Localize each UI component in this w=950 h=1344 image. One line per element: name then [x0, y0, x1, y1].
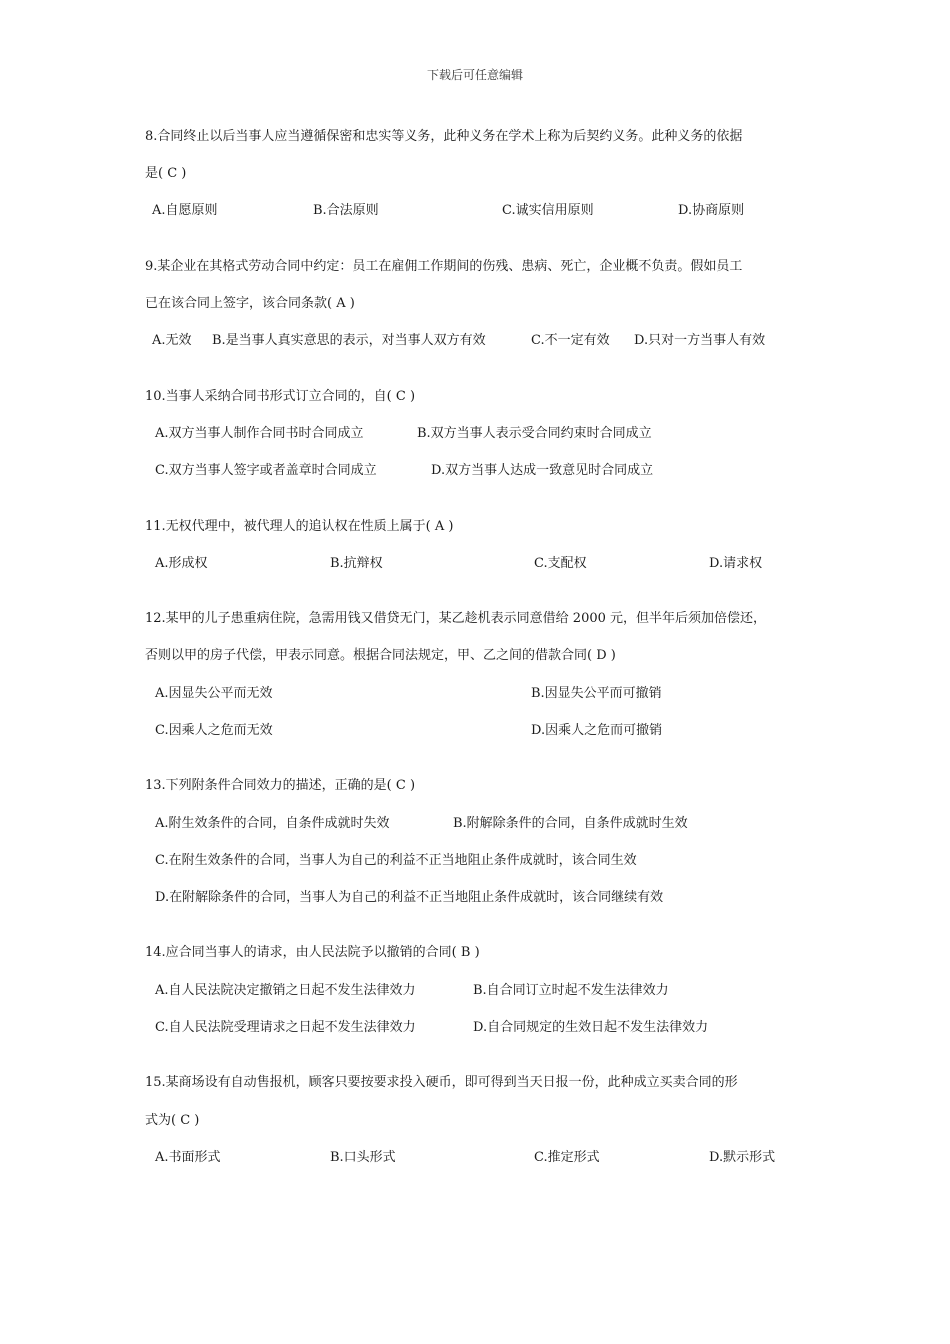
question-8-option-b: B.合法原则	[313, 203, 379, 218]
question-15-stem-line-2: 式为( C )	[145, 1113, 200, 1128]
question-14-option-c: C.自人民法院受理请求之日起不发生法律效力	[155, 1020, 416, 1035]
question-14-option-b: B.自合同订立时起不发生法律效力	[473, 983, 669, 998]
question-10-option-a: A.双方当事人制作合同书时合同成立	[155, 426, 364, 441]
question-15-option-c: C.推定形式	[534, 1150, 600, 1165]
question-11-option-b: B.抗辩权	[330, 556, 383, 571]
question-8-option-c: C.诚实信用原则	[502, 203, 594, 218]
question-8-stem-line-1: 8.合同终止以后当事人应当遵循保密和忠实等义务，此种义务在学术上称为后契约义务。此种义务的依据	[145, 129, 743, 144]
question-9-stem-line-2: 已在该合同上签字，该合同条款( A )	[145, 296, 355, 311]
question-15-option-a: A.书面形式	[155, 1150, 221, 1165]
question-11-option-d: D.请求权	[709, 556, 763, 571]
question-11-option-a: A.形成权	[155, 556, 208, 571]
question-13-option-d: D.在附解除条件的合同，当事人为自己的利益不正当地阻止条件成就时，该合同继续有效	[155, 890, 664, 905]
question-10-option-d: D.双方当事人达成一致意见时合同成立	[431, 463, 654, 478]
question-11-option-c: C.支配权	[534, 556, 587, 571]
question-15-option-b: B.口头形式	[330, 1150, 396, 1165]
question-9-option-b: B.是当事人真实意思的表示，对当事人双方有效	[212, 333, 486, 348]
question-9-option-a: A.无效	[152, 333, 192, 348]
question-12-option-a: A.因显失公平而无效	[155, 686, 273, 701]
question-12-option-b: B.因显失公平而可撤销	[531, 686, 662, 701]
question-12-stem-line-2: 否则以甲的房子代偿，甲表示同意。根据合同法规定，甲、乙之间的借款合同( D )	[145, 648, 616, 663]
question-10-stem: 10.当事人采纳合同书形式订立合同的，自( C )	[145, 389, 416, 404]
question-10-option-b: B.双方当事人表示受合同约束时合同成立	[417, 426, 652, 441]
question-14-option-a: A.自人民法院决定撤销之日起不发生法律效力	[155, 983, 416, 998]
question-12-option-d: D.因乘人之危而可撤销	[531, 723, 663, 738]
question-15-option-d: D.默示形式	[709, 1150, 776, 1165]
question-9-option-c: C.不一定有效	[531, 333, 610, 348]
page-header: 下载后可任意编辑	[426, 68, 523, 82]
question-8-stem-line-2: 是( C )	[145, 166, 187, 181]
question-13-stem: 13.下列附条件合同效力的描述，正确的是( C )	[145, 778, 416, 793]
question-8-option-a: A.自愿原则	[152, 203, 218, 218]
question-9-stem-line-1: 9.某企业在其格式劳动合同中约定：员工在雇佣工作期间的伤残、患病、死亡，企业概不负责。假如员工	[145, 259, 743, 274]
question-13-option-c: C.在附生效条件的合同，当事人为自己的利益不正当地阻止条件成就时，该合同生效	[155, 853, 637, 868]
question-15-stem-line-1: 15.某商场设有自动售报机，顾客只要按要求投入硬币，即可得到当天日报一份，此种成立买卖合同的形	[145, 1075, 738, 1090]
question-11-stem: 11.无权代理中，被代理人的追认权在性质上属于( A )	[145, 519, 454, 534]
question-14-stem: 14.应合同当事人的请求，由人民法院予以撤销的合同( B )	[145, 945, 480, 960]
question-13-option-a: A.附生效条件的合同，自条件成就时失效	[155, 816, 390, 831]
question-8-option-d: D.协商原则	[678, 203, 745, 218]
question-12-stem-line-1: 12.某甲的儿子患重病住院，急需用钱又借贷无门，某乙趁机表示同意借给 2000 元，但半年后须加倍偿还，	[145, 611, 767, 626]
question-9-option-d: D.只对一方当事人有效	[634, 333, 766, 348]
question-13-option-b: B.附解除条件的合同，自条件成就时生效	[453, 816, 688, 831]
question-12-option-c: C.因乘人之危而无效	[155, 723, 273, 738]
question-10-option-c: C.双方当事人签字或者盖章时合同成立	[155, 463, 377, 478]
question-14-option-d: D.自合同规定的生效日起不发生法律效力	[473, 1020, 709, 1035]
